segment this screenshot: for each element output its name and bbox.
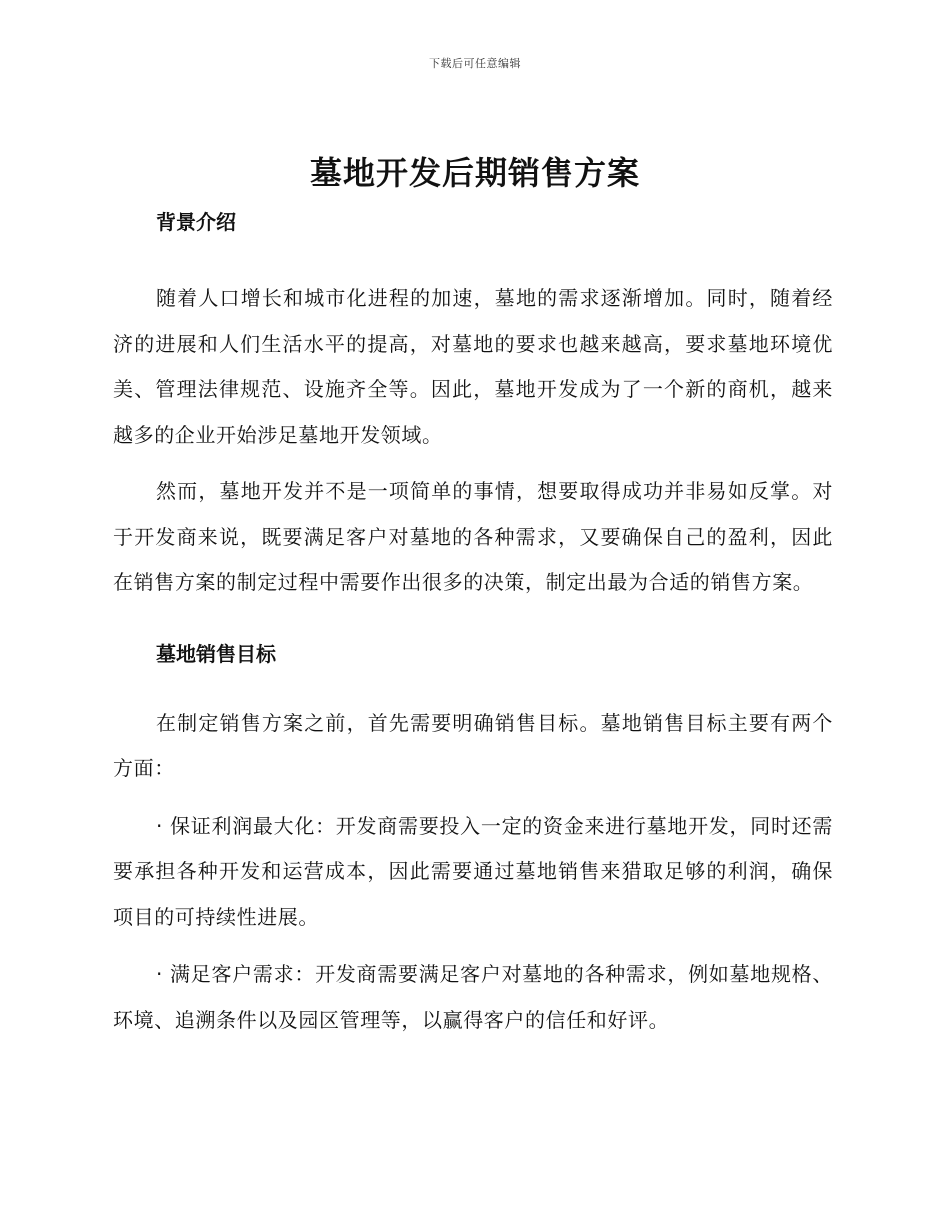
document-title: 墓地开发后期销售方案 xyxy=(309,154,640,192)
bullet-item-customer-needs: · 满足客户需求：开发商需要满足客户对墓地的各种需求，例如墓地规格、环境、追溯条件以及园区管理等，以赢得客户的信任和好评。 xyxy=(113,962,833,1032)
document-body xyxy=(113,203,833,1043)
paragraph: 然而，墓地开发并不是一项简单的事情，想要取得成功并非易如反掌。对于开发商来说，既要满足客户对墓地的各种需求，又要确保自己的盈利，因此在销售方案的制定过程中需要作出很多的决策，制定出最为合适的销售方案。 xyxy=(113,479,833,594)
bullet-item-profit: · 保证利润最大化：开发商需要投入一定的资金来进行墓地开发，同时还需要承担各种开发和运营成本，因此需要通过墓地销售来猎取足够的利润，确保项目的可持续性进展。 xyxy=(113,813,833,929)
page-header-note: 下载后可任意编辑 xyxy=(429,57,521,70)
section-heading-background: 背景介绍 xyxy=(156,210,236,234)
paragraph: 在制定销售方案之前，首先需要明确销售目标。墓地销售目标主要有两个方面： xyxy=(113,710,833,780)
section-heading-sales-goals: 墓地销售目标 xyxy=(156,641,276,666)
paragraph: 随着人口增长和城市化进程的加速，墓地的需求逐渐增加。同时，随着经济的进展和人们生活水平的提高，对墓地的要求也越来越高，要求墓地环境优美、管理法律规范、设施齐全等。因此，墓地开发成为了一个新的商机，越来越多的企业开始涉足墓地开发领域。 xyxy=(113,286,833,447)
